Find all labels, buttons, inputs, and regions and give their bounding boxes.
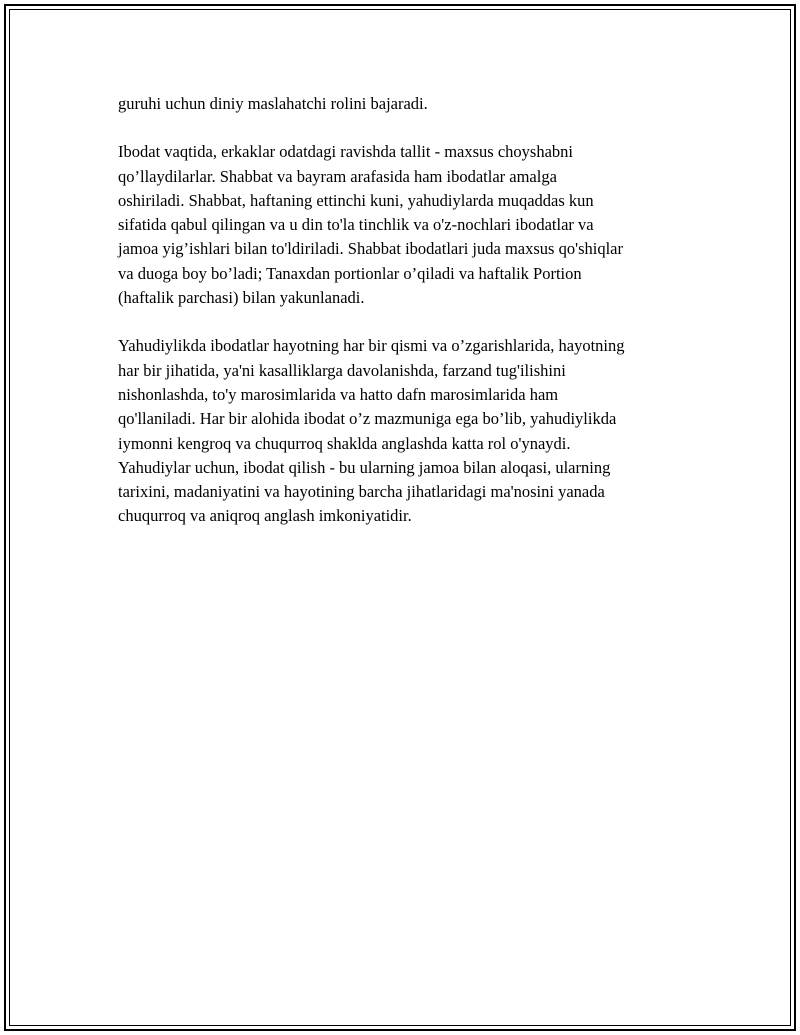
text-line: chuqurroq va aniqroq anglash imkoniyatidir.: [118, 506, 412, 526]
text-line: (haftalik parchasi) bilan yakunlanadi.: [118, 288, 365, 308]
text-line: iymonni kengroq va chuqurroq shaklda anglashda katta rol o'ynaydi.: [118, 433, 571, 453]
text-line: har bir jihatida, ya'ni kasalliklarga davolanishda, farzand tug'ilishini: [118, 360, 566, 380]
document-body: [118, 92, 698, 553]
paragraph-2: [118, 140, 698, 310]
text-line: qo’llaydilarlar. Shabbat va bayram arafasida ham ibodatlar amalga: [118, 166, 557, 186]
paragraph-1: [118, 92, 698, 116]
text-line: Yahudiylikda ibodatlar hayotning har bir qismi va o’zgarishlarida, hayotning: [118, 336, 625, 356]
text-line: guruhi uchun diniy maslahatchi rolini bajaradi.: [118, 94, 428, 113]
text-line: qo'llaniladi. Har bir alohida ibodat o’z mazmuniga ega bo’lib, yahudiylikda: [118, 409, 617, 429]
text-line: tarixini, madaniyatini va hayotining barcha jihatlaridagi ma'nosini yanada: [118, 482, 605, 502]
text-line: jamoa yig’ishlari bilan to'ldiriladi. Shabbat ibodatlari juda maxsus qo'shiqlar: [118, 239, 623, 259]
text-line: Ibodat vaqtida, erkaklar odatdagi ravishda tallit - maxsus choyshabni: [118, 142, 573, 162]
paragraph-3: [118, 334, 698, 528]
text-line: nishonlashda, to'y marosimlarida va hatto dafn marosimlarida ham: [118, 384, 559, 404]
text-line: oshiriladi. Shabbat, haftaning ettinchi kuni, yahudiylarda muqaddas kun: [118, 190, 594, 210]
text-line: va duoga boy bo’ladi; Tanaxdan portionlar o’qiladi va haftalik Portion: [118, 263, 582, 283]
text-line: Yahudiylar uchun, ibodat qilish - bu ularning jamoa bilan aloqasi, ularning: [118, 457, 611, 477]
text-line: sifatida qabul qilingan va u din to'la tinchlik va o'z-nochlari ibodatlar va: [118, 215, 594, 235]
